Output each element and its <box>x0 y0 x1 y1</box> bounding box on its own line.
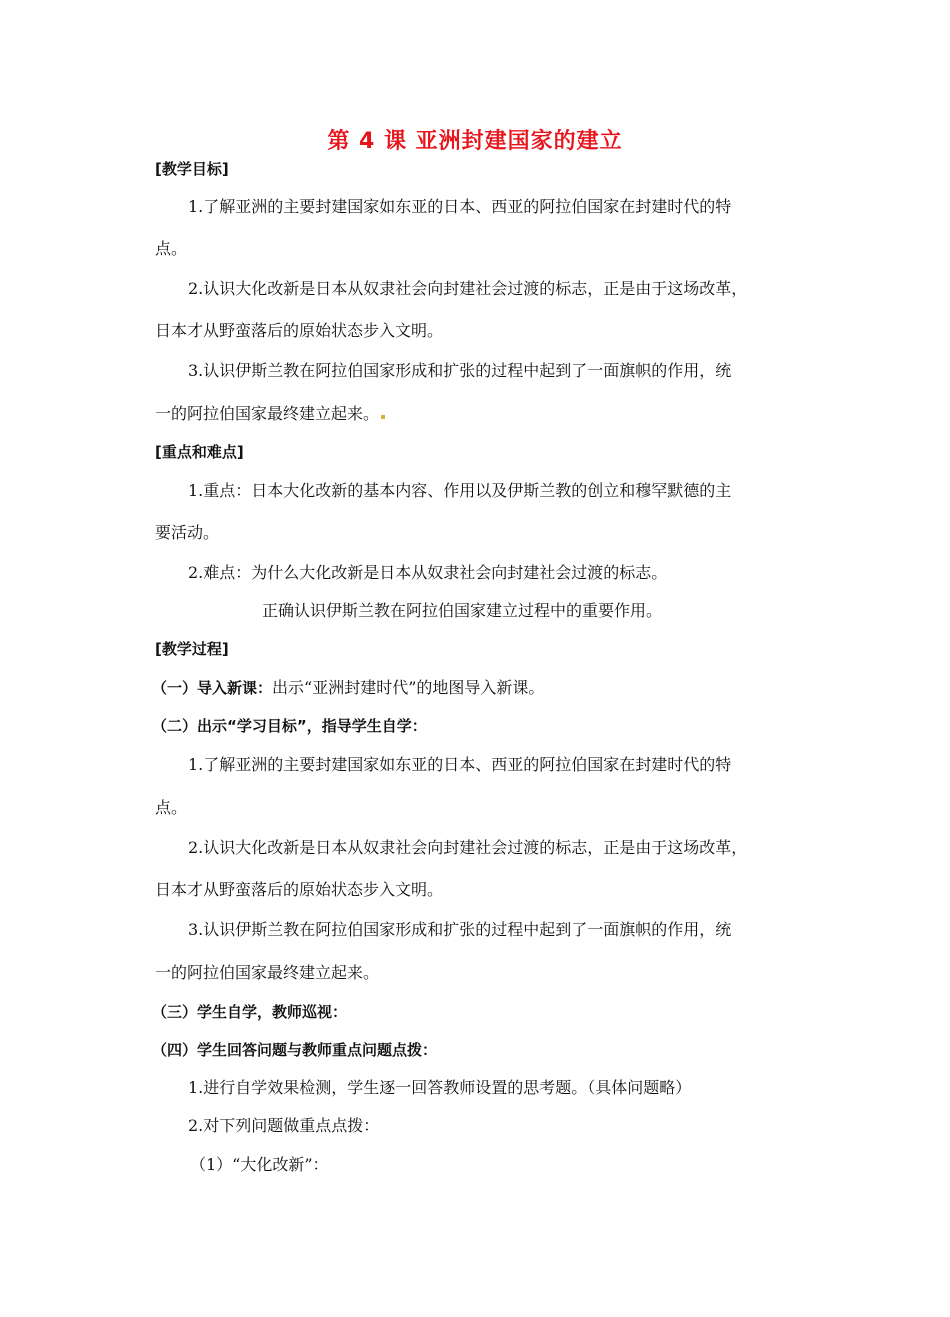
process-item-1-line1: 1.了解亚洲的主要封建国家如东亚的日本、西亚的阿拉伯国家在封建时代的特 <box>188 755 732 774</box>
lesson-title: 第 4 课 亚洲封建国家的建立 <box>327 129 623 154</box>
objective-1-line1: 1.了解亚洲的主要封建国家如东亚的日本、西亚的阿拉伯国家在封建时代的特 <box>188 197 732 216</box>
process-item-2-line2: 日本才从野蛮落后的原始状态步入文明。 <box>155 880 444 899</box>
sub-item-1: 1.进行自学效果检测，学生逐一回答教师设置的思考题。（具体问题略） <box>188 1078 692 1097</box>
objective-2-line2: 日本才从野蛮落后的原始状态步入文明。 <box>155 321 444 340</box>
stray-mark <box>381 415 385 419</box>
step-2: （二）出示“学习目标”，指导学生自学： <box>152 717 427 735</box>
step-1-text: 出示“亚洲封建时代”的地图导入新课。 <box>272 678 545 697</box>
keypoint-1-line1: 1.重点：日本大化改新的基本内容、作用以及伊斯兰教的创立和穆罕默德的主 <box>188 481 732 500</box>
objective-3-line2: 一的阿拉伯国家最终建立起来。 <box>155 404 380 423</box>
objective-1-line2: 点。 <box>155 239 188 258</box>
process-item-1-line2: 点。 <box>155 798 188 817</box>
process-item-3-line1: 3.认识伊斯兰教在阿拉伯国家形成和扩张的过程中起到了一面旗帜的作用，统 <box>188 920 732 939</box>
step-3: （三）学生自学，教师巡视： <box>152 1003 348 1021</box>
step-1 <box>152 677 544 699</box>
objective-3-line2-row <box>155 403 385 425</box>
objectives-heading: [教学目标] <box>155 160 229 178</box>
objective-2-line1: 2.认识大化改新是日本从奴隶社会向封建社会过渡的标志，正是由于这场改革， <box>188 279 748 298</box>
objective-3-line1: 3.认识伊斯兰教在阿拉伯国家形成和扩张的过程中起到了一面旗帜的作用，统 <box>188 361 732 380</box>
keypoints-heading: [重点和难点] <box>155 443 244 461</box>
process-heading: [教学过程] <box>155 640 229 658</box>
process-item-3-line2: 一的阿拉伯国家最终建立起来。 <box>155 963 380 982</box>
keypoint-1-line2: 要活动。 <box>155 523 220 542</box>
step-1-label: （一）导入新课： <box>152 679 273 697</box>
step-4: （四）学生回答问题与教师重点问题点拨： <box>152 1041 438 1059</box>
keypoint-2-line2: 正确认识伊斯兰教在阿拉伯国家建立过程中的重要作用。 <box>262 601 663 620</box>
sub-item-2: 2.对下列问题做重点点拨： <box>188 1116 380 1135</box>
keypoint-2-line1: 2.难点：为什么大化改新是日本从奴隶社会向封建社会过渡的标志。 <box>188 563 668 582</box>
process-item-2-line1: 2.认识大化改新是日本从奴隶社会向封建社会过渡的标志，正是由于这场改革， <box>188 838 748 857</box>
sub-item-3: （1）“大化改新”： <box>190 1155 329 1174</box>
